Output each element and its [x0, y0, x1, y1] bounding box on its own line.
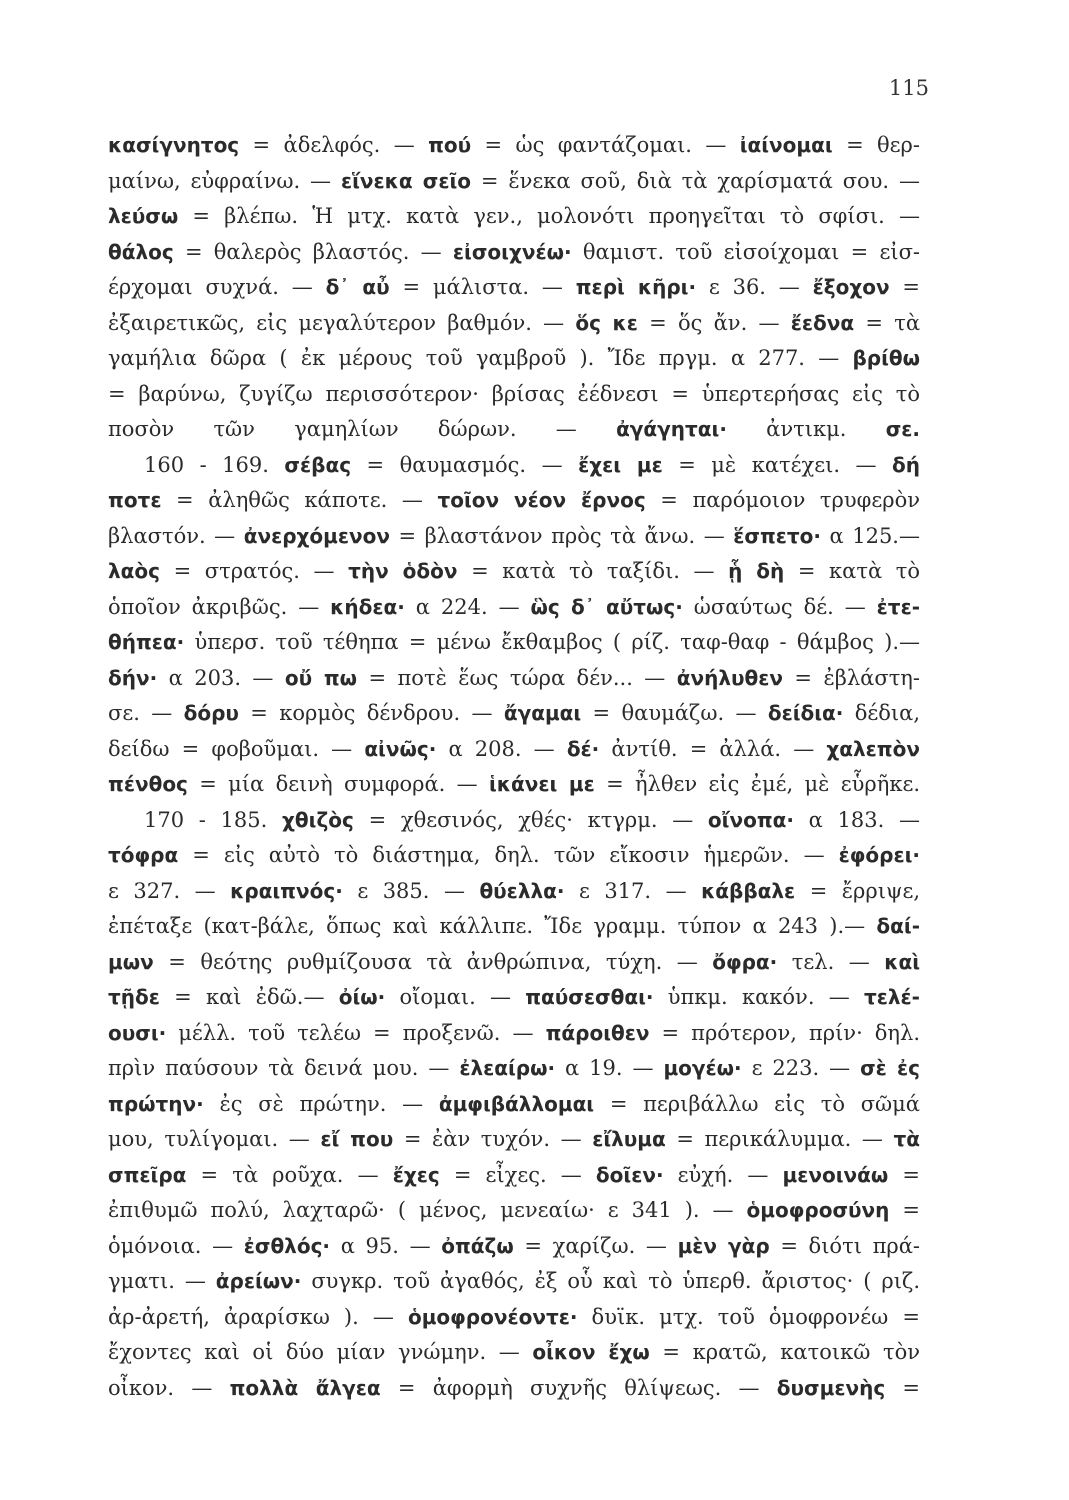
- gloss-text: ὑπερσ. τοῦ τέθηπα = μένω ἔκθαμβος ( ρίζ. ταφ-θαφ - θάμβος ).—: [184, 630, 920, 654]
- page-number: 115: [888, 76, 929, 100]
- gloss-text: δέδια,: [843, 701, 921, 725]
- gloss-text: = εἰς αὐτὸ τὸ διάστημα, δηλ. τῶν εἴκοσιν ἡμερῶν. —: [178, 843, 839, 867]
- headword: χαλεπὸν: [826, 736, 920, 761]
- headword: ὁμοφρονέοντε·: [407, 1304, 578, 1329]
- headword: ἱκάνει με: [488, 772, 595, 796]
- gloss-text: = ἀφορμὴ συχνῆς θλίψεως. —: [380, 1375, 777, 1400]
- text-line: [108, 590, 920, 626]
- headword: εἴλυμα: [592, 1127, 666, 1151]
- gloss-text: = διότι πρά-: [769, 1233, 921, 1258]
- headword: μὲν γὰρ: [677, 1233, 770, 1258]
- gloss-text: α 125.—: [821, 523, 920, 548]
- gloss-text: α 203. —: [157, 665, 285, 690]
- gloss-text: ε 385. —: [342, 878, 480, 903]
- headword: τῇδε: [108, 985, 160, 1009]
- text-line: [108, 1158, 920, 1194]
- gloss-text: ε 36. —: [696, 275, 813, 299]
- gloss-text: ὁποῖον ἀκριβῶς. —: [108, 594, 331, 619]
- headword: ὄφρα·: [712, 949, 778, 974]
- gloss-text: ε 317. —: [564, 878, 702, 903]
- gloss-text: = πρότερον, πρίν· δηλ.: [649, 1020, 920, 1045]
- headword: μογέω·: [663, 1056, 742, 1080]
- gloss-text: = τὰ: [854, 310, 921, 335]
- headword: ἀνερχόμενον: [243, 523, 390, 548]
- text-line: [108, 235, 920, 271]
- gloss-text: δυϊκ. μτχ. τοῦ ὁμοφρονέω =: [577, 1304, 920, 1329]
- headword: θύελλα·: [479, 878, 565, 903]
- headword: ἐτε-: [876, 594, 921, 619]
- headword: ἰαίνομαι: [739, 133, 833, 157]
- headword: τελέ-: [864, 985, 920, 1009]
- headword: εἴ που: [320, 1127, 394, 1151]
- gloss-text: = θαυμασμός. —: [351, 452, 579, 477]
- headword: ἀνήλυθεν: [676, 665, 783, 690]
- gloss-text: μέλλ. τοῦ τελέω = προξενῶ. —: [166, 1020, 546, 1045]
- headword: σπεῖρα: [108, 1162, 187, 1187]
- text-line: [108, 519, 920, 555]
- headword: ουσι·: [108, 1020, 167, 1045]
- gloss-text: = θερ-: [832, 133, 920, 157]
- headword: κήδεα·: [330, 594, 405, 619]
- gloss-text: = βλέπω. Ἡ μτχ. κατὰ γεν., μολονότι προηγεῖται τὸ σφίσι. —: [178, 204, 920, 228]
- gloss-text: ἐξαιρετικῶς, εἰς μεγαλύτερον βαθμόν. —: [108, 310, 576, 335]
- gloss-text: ἀρ-ἀρετή, ἀραρίσκω ). —: [108, 1304, 408, 1329]
- headword: θήπεα·: [108, 630, 185, 654]
- headword: ἔχες: [392, 1162, 440, 1187]
- headword: δείδια·: [767, 701, 844, 725]
- headword: ποτε: [108, 488, 162, 512]
- gloss-text: = θαλερὸς βλαστός. —: [173, 239, 453, 264]
- gloss-text: = περικάλυμμα. —: [665, 1127, 894, 1151]
- headword: δοῖεν·: [595, 1162, 664, 1187]
- headword: αἰνῶς·: [364, 736, 437, 761]
- text-line: [108, 732, 920, 768]
- headword: οἴνοπα·: [707, 807, 794, 832]
- text-line: [108, 1371, 920, 1407]
- gloss-text: =: [889, 1198, 920, 1222]
- headword: ἀμφιβάλλομαι: [438, 1091, 595, 1116]
- gloss-text: α 95. —: [330, 1233, 442, 1258]
- headword: πρώτην·: [108, 1091, 204, 1116]
- headword: λαὸς: [108, 559, 160, 583]
- headword: κάββαλε: [701, 878, 796, 903]
- gloss-text: ε 327. —: [108, 878, 231, 903]
- text-line: [108, 412, 920, 448]
- headword: δυσμενὴς: [776, 1375, 886, 1400]
- text-line: [108, 164, 920, 200]
- gloss-text: α 183. —: [793, 807, 920, 832]
- gloss-text: α 208. —: [436, 736, 567, 761]
- gloss-text: =: [888, 1162, 921, 1187]
- headword: δαί-: [876, 914, 920, 938]
- headword: τὰ: [893, 1127, 920, 1151]
- gloss-text: οἶκον. —: [108, 1375, 230, 1400]
- gloss-text: τελ. —: [777, 949, 885, 974]
- gloss-text: = ποτὲ ἕως τώρα δέν... —: [357, 665, 677, 690]
- text-line: [108, 803, 920, 839]
- headword: τοῖον νέον ἔρνος: [437, 488, 646, 512]
- text-line: [108, 1051, 920, 1087]
- text-line: [108, 945, 920, 981]
- gloss-text: = ἦλθεν εἰς ἐμέ, μὲ εὗρῆκε.: [594, 772, 921, 796]
- text-line: [108, 1087, 920, 1123]
- gloss-text: = μὲ κατέχει. —: [662, 452, 893, 477]
- text-line: [108, 1300, 920, 1336]
- gloss-text: οἴομαι. —: [385, 985, 526, 1009]
- headword: δέ·: [566, 736, 600, 761]
- gloss-text: = καὶ ἐδῶ.—: [159, 985, 339, 1009]
- gloss-text: συγκρ. τοῦ ἀγαθός, ἐξ οὗ καὶ τὸ ὑπερθ. ἄριστος· ( ριζ.: [301, 1269, 920, 1293]
- headword: ἐφόρει·: [838, 843, 920, 867]
- gloss-text: 170 - 185.: [144, 807, 283, 832]
- gloss-text: = μάλιστα. —: [389, 275, 576, 299]
- text-line: [108, 341, 920, 377]
- text-line: [108, 483, 920, 519]
- text-line: [108, 306, 920, 342]
- headword: ὀπάζω: [441, 1233, 514, 1258]
- headword: ὅς κε: [575, 310, 638, 335]
- gloss-text: = ἔρριψε,: [795, 878, 920, 903]
- gloss-text: = τὰ ροῦχα. —: [186, 1162, 393, 1187]
- gloss-text: = παρόμοιον τρυφερὸν: [645, 488, 920, 512]
- headword: ἕσπετο·: [733, 523, 822, 548]
- gloss-text: = θεότης ρυθμίζουσα τὰ ἀνθρώπινα, τύχη. —: [153, 949, 713, 974]
- text-line: [108, 980, 920, 1016]
- text-line: [108, 874, 920, 910]
- gloss-text: α 19. —: [555, 1056, 664, 1080]
- text-line: [108, 554, 920, 590]
- headword: ὣς δ᾽ αὔτως·: [530, 594, 683, 619]
- gloss-text: = μία δεινὴ συμφορά. —: [187, 772, 489, 796]
- text-line: [108, 128, 920, 164]
- headword: βρίθω: [852, 346, 920, 370]
- headword: πού: [428, 133, 472, 157]
- gloss-text: δείδω = φοβοῦμαι. —: [108, 736, 365, 761]
- gloss-text: ε 223. —: [741, 1056, 861, 1080]
- headword: οἶκον ἔχω: [532, 1340, 650, 1364]
- headword: ἔχει με: [578, 452, 663, 477]
- headword: ἐσθλός·: [243, 1233, 331, 1258]
- gloss-text: = χαρίζω. —: [513, 1233, 678, 1258]
- headword: σὲ ἐς: [860, 1056, 920, 1080]
- gloss-text: γαμήλια δῶρα ( ἐκ μέρους τοῦ γαμβροῦ ). Ἴδε πργμ. α 277. —: [108, 346, 853, 370]
- text-line: [108, 625, 920, 661]
- text-line: [108, 838, 920, 874]
- gloss-text: ἔχοντες καὶ οἱ δύο μίαν γνώμην. —: [108, 1340, 533, 1364]
- gloss-text: = ὡς φαντάζομαι. —: [471, 133, 740, 157]
- gloss-text: = εἶχες. —: [439, 1162, 596, 1187]
- headword: ἔξοχον: [812, 275, 890, 299]
- text-line: [108, 909, 920, 945]
- gloss-text: = περιβάλλω εἰς τὸ σῶμά: [594, 1091, 920, 1116]
- text-line: [108, 1335, 920, 1371]
- gloss-text: μαίνω, εὐφραίνω. —: [108, 168, 341, 193]
- gloss-text: =: [885, 1375, 921, 1400]
- gloss-text: = βλαστάνον πρὸς τὰ ἄνω. —: [390, 523, 734, 548]
- gloss-text: = ἀληθῶς κάποτε. —: [161, 488, 438, 512]
- headword: σε.: [885, 417, 920, 441]
- headword: οὔ πω: [284, 665, 358, 690]
- gloss-text: = ἐὰν τυχόν. —: [393, 1127, 593, 1151]
- headword: σέβας: [284, 452, 352, 477]
- headword: περὶ κῆρι·: [575, 275, 697, 299]
- gloss-text: = κατὰ τὸ ταξίδι. —: [457, 559, 729, 583]
- text-body: [108, 128, 920, 1406]
- headword: ἄγαμαι: [503, 701, 582, 725]
- headword: ὀίω·: [338, 985, 386, 1009]
- gloss-text: μου, τυλίγομαι. —: [108, 1127, 321, 1151]
- gloss-text: ἐπιθυμῶ πολύ, λαχταρῶ· ( μένος, μενεαίω· ε 341 ). —: [108, 1198, 747, 1222]
- headword: μων: [108, 949, 154, 974]
- text-line: [108, 377, 920, 413]
- headword: χθιζὸς: [282, 807, 354, 832]
- gloss-text: = κατὰ τὸ: [784, 559, 920, 583]
- text-line: [108, 696, 920, 732]
- headword: θάλος: [108, 239, 174, 264]
- headword: λεύσω: [108, 204, 179, 228]
- text-line: [108, 767, 920, 803]
- headword: τόφρα: [108, 843, 179, 867]
- gloss-text: =: [889, 275, 920, 299]
- gloss-text: ποσὸν τῶν γαμηλίων δώρων. —: [108, 417, 617, 441]
- gloss-text: = ὅς ἄν. —: [637, 310, 791, 335]
- gloss-text: α 224. —: [404, 594, 531, 619]
- headword: δόρυ: [183, 701, 239, 725]
- headword: δήν·: [108, 665, 158, 690]
- gloss-text: = στρατός. —: [160, 559, 349, 583]
- text-line: [108, 661, 920, 697]
- gloss-text: σε. —: [108, 701, 184, 725]
- gloss-text: = βαρύνω, ζυγίζω περισσότερον· βρίσας ἐέδνεσι = ὑπερτερήσας εἰς τὸ: [108, 381, 920, 406]
- headword: κραιπνός·: [230, 878, 343, 903]
- gloss-text: πρὶν παύσουν τὰ δεινά μου. —: [108, 1056, 460, 1080]
- gloss-text: θαμιστ. τοῦ εἰσοίχομαι = εἰσ-: [571, 239, 921, 264]
- gloss-text: ὡσαύτως δέ. —: [682, 594, 877, 619]
- headword: δ᾽ αὖ: [325, 275, 390, 299]
- headword: πολλὰ ἄλγεα: [229, 1375, 381, 1400]
- gloss-text: = ἀδελφός. —: [239, 133, 429, 157]
- gloss-text: ὑπκμ. κακόν. —: [653, 985, 864, 1009]
- headword: εἵνεκα σεῖο: [340, 168, 471, 193]
- gloss-text: ἀντικμ.: [726, 417, 886, 441]
- headword: πένθος: [108, 772, 188, 796]
- gloss-text: = θαυμάζω. —: [581, 701, 768, 725]
- gloss-text: = χθεσινός, χθές· κτγρμ. —: [353, 807, 708, 832]
- gloss-text: = κορμὸς δένδρου. —: [238, 701, 504, 725]
- headword: κασίγνητος: [108, 133, 240, 157]
- gloss-text: εὐχή. —: [663, 1162, 783, 1187]
- headword: ᾗ δὴ: [728, 559, 785, 583]
- headword: εἰσοιχνέω·: [452, 239, 572, 264]
- text-line: [108, 1193, 920, 1229]
- gloss-text: βλαστόν. —: [108, 523, 244, 548]
- headword: ὁμοφροσύνη: [746, 1198, 890, 1222]
- headword: δή: [892, 452, 920, 477]
- gloss-text: γματι. —: [108, 1269, 216, 1293]
- headword: ἔεδνα: [790, 310, 855, 335]
- gloss-text: ἐς σὲ πρώτην. —: [203, 1091, 439, 1116]
- gloss-text: = κρατῶ, κατοικῶ τὸν: [649, 1340, 920, 1364]
- headword: μενοινάω: [782, 1162, 889, 1187]
- headword: τὴν ὁδὸν: [348, 559, 458, 583]
- text-line: [108, 1016, 920, 1052]
- text-line: [108, 1229, 920, 1265]
- text-line: [108, 270, 920, 306]
- gloss-text: έρχομαι συχνά. —: [108, 275, 326, 299]
- text-line: [108, 1264, 920, 1300]
- gloss-text: = ἐβλάστη-: [783, 665, 920, 690]
- headword: ἀρείων·: [215, 1269, 302, 1293]
- gloss-text: 160 - 169.: [144, 452, 285, 477]
- text-line: [108, 448, 920, 484]
- headword: πάροιθεν: [545, 1020, 650, 1045]
- headword: παύσεσθαι·: [525, 985, 654, 1009]
- gloss-text: = ἕνεκα σοῦ, διὰ τὰ χαρίσματά σου. —: [471, 168, 920, 193]
- headword: ἀγάγηται·: [616, 417, 727, 441]
- gloss-text: ἀντίθ. = ἀλλά. —: [599, 736, 827, 761]
- text-line: [108, 199, 920, 235]
- headword: ἐλεαίρω·: [459, 1056, 556, 1080]
- gloss-text: ὁμόνοια. —: [108, 1233, 244, 1258]
- gloss-text: ἐπέταξε (κατ-βάλε, ὅπως καὶ κάλλιπε. Ἴδε γραμμ. τύπον α 243 ).—: [108, 914, 877, 938]
- headword: καὶ: [884, 949, 920, 974]
- text-line: [108, 1122, 920, 1158]
